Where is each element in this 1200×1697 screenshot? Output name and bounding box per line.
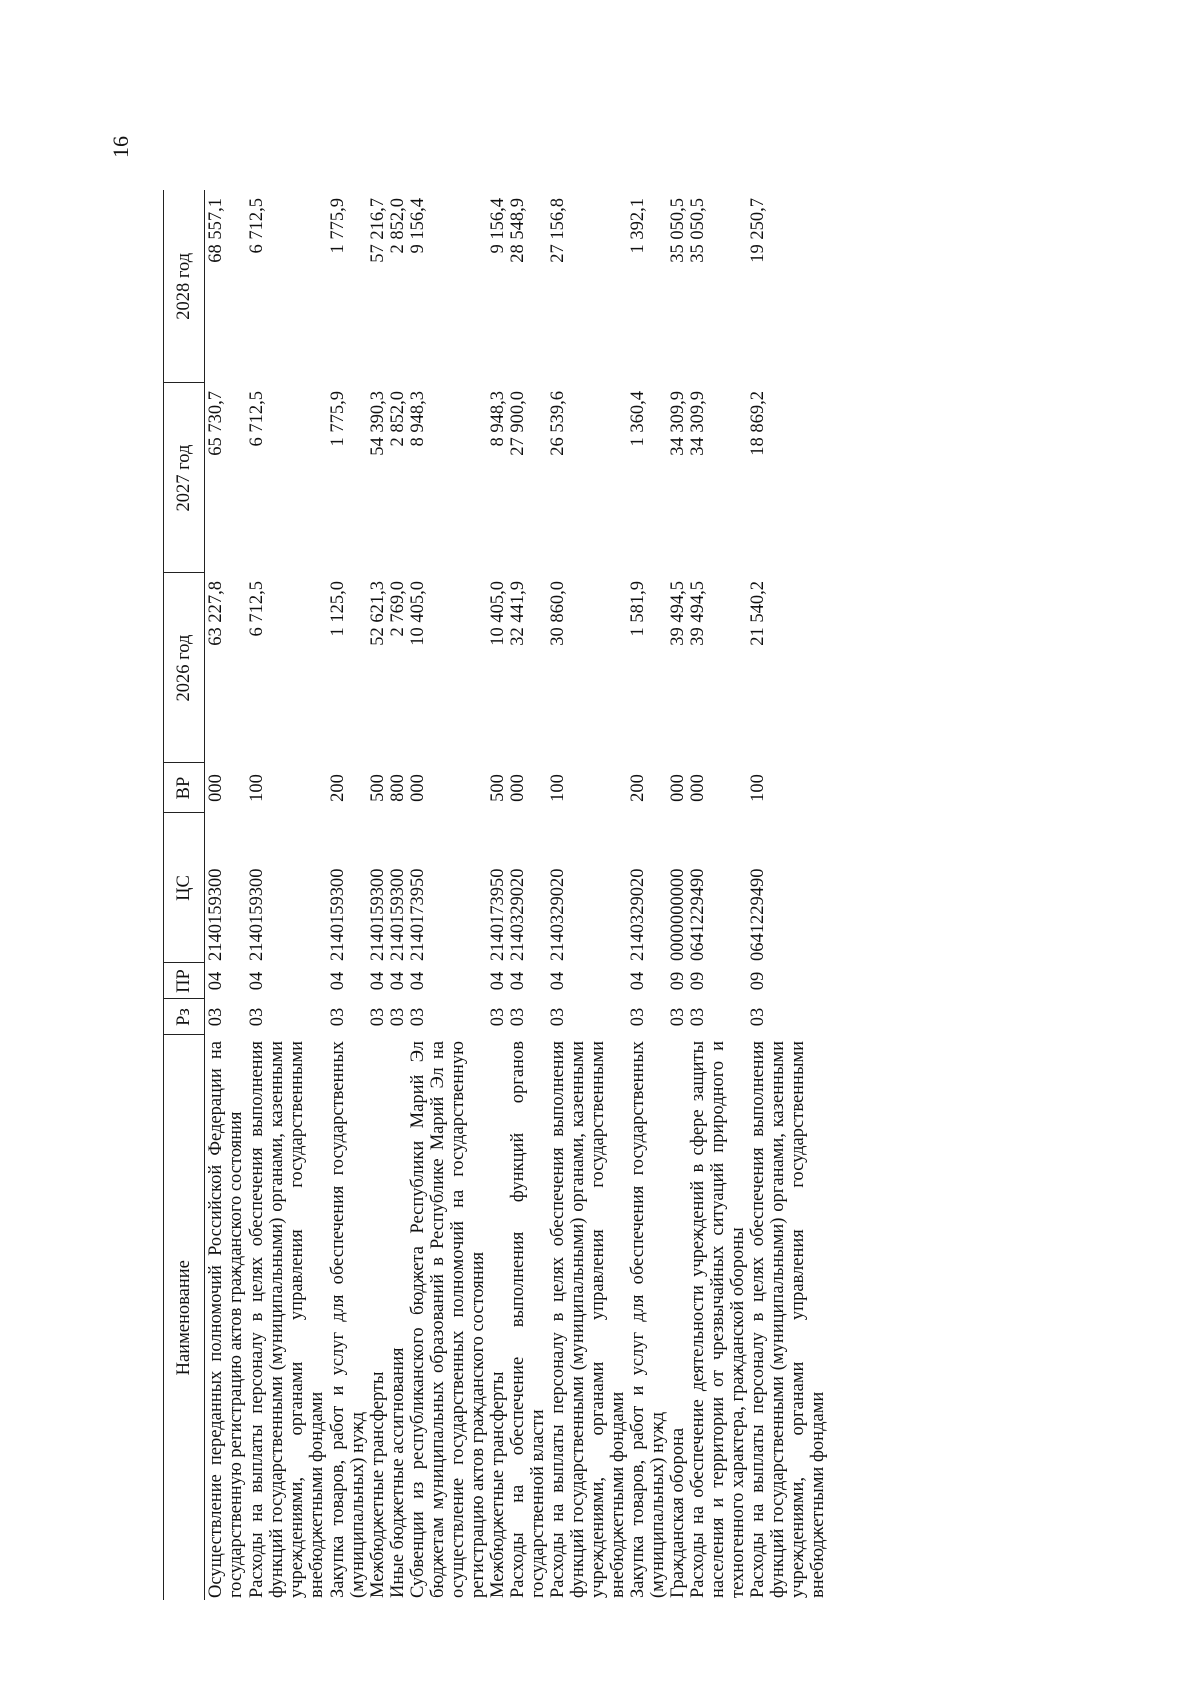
row-2027: 34 309,9 bbox=[688, 391, 708, 456]
row-2027: 18 869,2 bbox=[748, 391, 768, 456]
table-row bbox=[327, 190, 368, 1600]
row-cs: 2140159300 bbox=[388, 868, 408, 961]
row-rz: 03 bbox=[488, 1007, 508, 1027]
table-row bbox=[246, 190, 327, 1600]
row-vr: 100 bbox=[247, 774, 267, 802]
row-pr: 09 bbox=[688, 971, 708, 991]
row-2028: 27 156,8 bbox=[548, 198, 568, 263]
header-2027: 2027 год bbox=[164, 383, 205, 573]
row-pr: 04 bbox=[328, 971, 348, 991]
row-2027: 54 390,3 bbox=[368, 391, 388, 456]
row-2027: 65 730,7 bbox=[206, 391, 226, 456]
row-pr: 04 bbox=[628, 971, 648, 991]
row-cs: 0641229490 bbox=[748, 868, 768, 961]
row-pr: 04 bbox=[247, 971, 267, 991]
row-rz: 03 bbox=[206, 1007, 226, 1027]
row-vr: 100 bbox=[748, 774, 768, 802]
row-2028: 2 852,0 bbox=[388, 198, 408, 254]
row-pr: 04 bbox=[388, 971, 408, 991]
row-pr: 09 bbox=[668, 971, 688, 991]
row-2027: 1 775,9 bbox=[328, 391, 348, 447]
row-2026: 39 494,5 bbox=[688, 581, 708, 646]
row-cs: 2140159300 bbox=[368, 868, 388, 961]
row-name: Межбюджетные трансферты bbox=[368, 1371, 388, 1598]
budget-table bbox=[163, 190, 828, 1600]
row-2026: 1 581,9 bbox=[628, 581, 648, 637]
row-rz: 03 bbox=[368, 1007, 388, 1027]
table-row bbox=[388, 190, 408, 1600]
row-2027: 2 852,0 bbox=[388, 391, 408, 447]
row-cs: 2140173950 bbox=[408, 868, 428, 961]
row-2026: 10 405,0 bbox=[488, 581, 508, 646]
header-2026: 2026 год bbox=[164, 573, 205, 763]
row-vr: 000 bbox=[688, 774, 708, 802]
row-name: Расходы на выплаты персоналу в целях обеспечения выполнения функций государственными (муниципальными) органами, казенными учреждениями, органами управления государственными внебюджетными фондами bbox=[247, 1041, 327, 1598]
row-2026: 10 405,0 bbox=[408, 581, 428, 646]
row-2026: 30 860,0 bbox=[548, 581, 568, 646]
row-name: Расходы на обеспечение деятельности учреждений в сфере защиты населения и территории от чрезвычайных ситуаций природного и техногенного характера, гражданской обороны bbox=[688, 1041, 748, 1598]
row-vr: 000 bbox=[668, 774, 688, 802]
page-number: 16 bbox=[108, 136, 133, 158]
row-pr: 04 bbox=[548, 971, 568, 991]
header-cs: ЦС bbox=[164, 813, 205, 963]
row-rz: 03 bbox=[548, 1007, 568, 1027]
row-2026: 21 540,2 bbox=[748, 581, 768, 646]
row-name: Закупка товаров, работ и услуг для обеспечения государственных (муниципальных) нужд bbox=[628, 1041, 668, 1598]
row-rz: 03 bbox=[628, 1007, 648, 1027]
row-cs: 2140329020 bbox=[508, 868, 528, 961]
row-rz: 03 bbox=[408, 1007, 428, 1027]
table-header-row bbox=[164, 190, 205, 1600]
row-name: Расходы на выплаты персоналу в целях обеспечения выполнения функций государственными (муниципальными) органами, казенными учреждениями, органами управления государственными внебюджетными фондами bbox=[548, 1041, 628, 1598]
row-2028: 1 392,1 bbox=[628, 198, 648, 254]
row-cs: 2140159300 bbox=[328, 868, 348, 961]
row-cs: 2140159300 bbox=[247, 868, 267, 961]
row-2027: 27 900,0 bbox=[508, 391, 528, 456]
row-2028: 28 548,9 bbox=[508, 198, 528, 263]
row-name: Расходы на обеспечение выполнения функций органов государственной власти bbox=[508, 1041, 548, 1598]
row-2026: 63 227,8 bbox=[206, 581, 226, 646]
row-pr: 04 bbox=[508, 971, 528, 991]
row-cs: 2140329020 bbox=[628, 868, 648, 961]
row-2026: 2 769,0 bbox=[388, 581, 408, 637]
table-row bbox=[205, 190, 247, 1600]
row-2028: 9 156,4 bbox=[488, 198, 508, 254]
row-2026: 52 621,3 bbox=[368, 581, 388, 646]
row-rz: 03 bbox=[508, 1007, 528, 1027]
table-row bbox=[688, 190, 748, 1600]
header-rz: Рз bbox=[164, 999, 205, 1035]
row-name: Осуществление переданных полномочий Российской Федерации на государственную регистрацию актов гражданского состояния bbox=[206, 1041, 246, 1598]
table-row bbox=[748, 190, 828, 1600]
row-2026: 1 125,0 bbox=[328, 581, 348, 637]
row-2027: 8 948,3 bbox=[408, 391, 428, 447]
row-2027: 34 309,9 bbox=[668, 391, 688, 456]
header-2028: 2028 год bbox=[164, 190, 205, 383]
row-cs: 2140329020 bbox=[548, 868, 568, 961]
row-2027: 8 948,3 bbox=[488, 391, 508, 447]
row-pr: 04 bbox=[488, 971, 508, 991]
table-row bbox=[548, 190, 628, 1600]
row-vr: 500 bbox=[368, 774, 388, 802]
row-2028: 9 156,4 bbox=[408, 198, 428, 254]
row-2028: 6 712,5 bbox=[247, 198, 267, 254]
row-vr: 000 bbox=[408, 774, 428, 802]
row-pr: 09 bbox=[748, 971, 768, 991]
table-row bbox=[488, 190, 508, 1600]
row-vr: 800 bbox=[388, 774, 408, 802]
row-2028: 35 050,5 bbox=[688, 198, 708, 263]
rotated-page-content bbox=[163, 190, 828, 1600]
row-2027: 6 712,5 bbox=[247, 391, 267, 447]
row-2028: 19 250,7 bbox=[748, 198, 768, 263]
row-name: Гражданская оборона bbox=[668, 1427, 688, 1598]
row-cs: 0000000000 bbox=[668, 868, 688, 961]
row-rz: 03 bbox=[328, 1007, 348, 1027]
row-2027: 26 539,6 bbox=[548, 391, 568, 456]
row-name: Закупка товаров, работ и услуг для обеспечения государственных (муниципальных) нужд bbox=[328, 1041, 368, 1598]
row-2028: 35 050,5 bbox=[668, 198, 688, 263]
row-rz: 03 bbox=[247, 1007, 267, 1027]
row-2026: 39 494,5 bbox=[668, 581, 688, 646]
row-cs: 2140173950 bbox=[488, 868, 508, 961]
row-name: Расходы на выплаты персоналу в целях обеспечения выполнения функций государственными (муниципальными) органами, казенными учреждениями, органами управления государственными внебюджетными фондами bbox=[748, 1041, 828, 1598]
row-pr: 04 bbox=[368, 971, 388, 991]
row-rz: 03 bbox=[668, 1007, 688, 1027]
row-rz: 03 bbox=[388, 1007, 408, 1027]
row-pr: 04 bbox=[206, 971, 226, 991]
row-2028: 68 557,1 bbox=[206, 198, 226, 263]
row-2027: 1 360,4 bbox=[628, 391, 648, 447]
row-name: Субвенции из республиканского бюджета Республики Марий Эл бюджетам муниципальных образований в Республике Марий Эл на осуществление государственных полномочий на государственную регистрацию актов гражданского состояния bbox=[408, 1041, 488, 1598]
row-vr: 000 bbox=[508, 774, 528, 802]
row-pr: 04 bbox=[408, 971, 428, 991]
row-vr: 200 bbox=[628, 774, 648, 802]
row-vr: 500 bbox=[488, 774, 508, 802]
table-row bbox=[628, 190, 668, 1600]
table-row bbox=[368, 190, 388, 1600]
row-name: Межбюджетные трансферты bbox=[488, 1371, 508, 1598]
row-2028: 57 216,7 bbox=[368, 198, 388, 263]
row-vr: 100 bbox=[548, 774, 568, 802]
row-cs: 2140159300 bbox=[206, 868, 226, 961]
table-row bbox=[408, 190, 488, 1600]
header-pr: ПР bbox=[164, 963, 205, 999]
row-2028: 1 775,9 bbox=[328, 198, 348, 254]
header-name: Наименование bbox=[164, 1035, 205, 1600]
row-cs: 0641229490 bbox=[688, 868, 708, 961]
row-2026: 32 441,9 bbox=[508, 581, 528, 646]
row-vr: 200 bbox=[328, 774, 348, 802]
row-rz: 03 bbox=[748, 1007, 768, 1027]
table-row bbox=[668, 190, 688, 1600]
table-row bbox=[508, 190, 548, 1600]
row-name: Иные бюджетные ассигнования bbox=[388, 1347, 408, 1598]
row-vr: 000 bbox=[206, 774, 226, 802]
row-rz: 03 bbox=[688, 1007, 708, 1027]
row-2026: 6 712,5 bbox=[247, 581, 267, 637]
header-vr: ВР bbox=[164, 763, 205, 813]
